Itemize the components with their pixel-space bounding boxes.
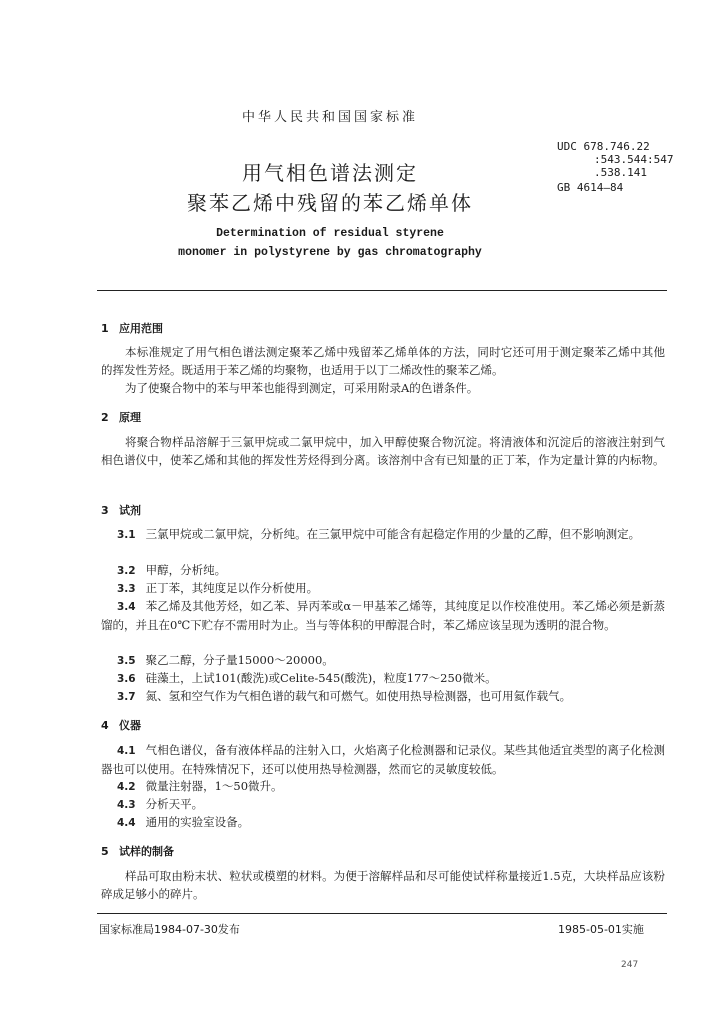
item-text: 气相色谱仪，备有液体样品的注射入口，火焰离子化检测器和记录仪。某些其他适宜类型的离子化检测器也可以使用。在特殊情况下，还可以使用热导检测器，然而它的灵敏度较低。 [101,743,665,776]
item-text: 分析天平。 [145,797,204,811]
item-number: 3.6 [117,673,136,685]
section-number: 3 [101,504,109,517]
document-title-line2: 聚苯乙烯中残留的苯乙烯单体 [187,191,473,215]
list-item-3-3 [101,579,665,598]
item-number: 4.1 [117,745,136,757]
english-title-line1: Determination of residual styrene [216,227,444,240]
item-text: 三氯甲烷或二氯甲烷，分析纯。在三氯甲烷中可能含有起稳定作用的少量的乙醇，但不影响测定。 [145,527,641,541]
section-heading-5 [101,843,174,859]
list-item-3-1 [101,525,665,544]
list-item-3-5 [101,651,665,670]
item-text: 氮、氢和空气作为气相色谱的载气和可燃气。如使用热导检测器，也可用氦作载气。 [145,689,572,703]
paragraph-1-1: 本标准规定了用气相色谱法测定聚苯乙烯中残留苯乙烯单体的方法，同时它还可用于测定聚苯乙烯中其他的挥发性芳烃。既适用于苯乙烯的均聚物，也适用于以丁二烯改性的聚苯乙烯。 [101,345,665,377]
document-title-line1: 用气相色谱法测定 [242,161,418,185]
section-number: 1 [101,322,109,335]
item-number: 4.3 [117,799,136,811]
item-number: 4.2 [117,781,136,793]
gb-number: GB 4614—84 [557,181,624,194]
item-number: 3.4 [117,601,136,613]
list-item-4-2 [101,777,665,796]
paragraph-5-1: 样品可取由粉末状、粒状或模塑的材料。为便于溶解样品和尽可能使试样称量接近1.5克，大块样品应该粉碎成足够小的碎片。 [101,869,665,901]
item-number: 3.7 [117,691,136,703]
udc-label: UDC [557,140,577,153]
paragraph-1-2: 为了使聚合物中的苯与甲苯也能得到测定，可采用附录A的色谱条件。 [125,381,479,395]
item-number: 3.5 [117,655,136,667]
paragraph-2-1: 将聚合物样品溶解于三氯甲烷或二氯甲烷中，加入甲醇使聚合物沉淀。将清液体和沉淀后的溶液注射到气相色谱仪中，使苯乙烯和其他的挥发性芳烃得到分离。该溶剂中含有已知量的正丁苯，作为定量计算的内标物。 [101,435,665,467]
list-item-3-6 [101,669,665,688]
section-heading-1 [101,320,163,336]
section-heading-4 [101,717,141,733]
issue-date: 国家标准局1984-07-30发布 [99,923,240,936]
header-divider [97,290,667,291]
udc-code-2: :543.544:547 [594,153,674,166]
section-heading-2 [101,409,141,425]
list-item-4-3 [101,795,665,814]
item-number: 3.2 [117,565,136,577]
item-number: 4.4 [117,817,136,829]
list-item-3-4 [101,597,665,634]
issuing-authority: 中华人民共和国国家标准 [241,110,418,125]
section-number: 5 [101,845,109,858]
section-number: 4 [101,719,109,732]
section-title: 应用范围 [119,322,163,335]
footer-divider [97,913,667,914]
list-item-3-7 [101,687,665,706]
section-number: 2 [101,411,109,424]
section-title: 试样的制备 [119,845,174,858]
list-item-4-1 [101,741,665,778]
item-text: 聚乙二醇，分子量15000～20000。 [145,653,334,667]
item-number: 3.3 [117,583,136,595]
item-text: 微量注射器，1～50微升。 [145,779,283,793]
section-title: 试剂 [119,504,141,517]
udc-code-1: 678.746.22 [583,140,650,153]
list-item-4-4 [101,813,665,832]
item-text: 苯乙烯及其他芳烃，如乙苯、异丙苯或α－甲基苯乙烯等，其纯度足以作校准使用。苯乙烯必须是新蒸馏的，并且在0℃下贮存不需用时为止。当与等体积的甲醇混合时，苯乙烯应该呈现为透明的混合物。 [101,599,665,632]
english-title-line2: monomer in polystyrene by gas chromatography [178,246,482,259]
item-text: 正丁苯，其纯度足以作分析使用。 [145,581,319,595]
section-title: 原理 [119,411,141,424]
section-title: 仪器 [119,719,141,732]
section-heading-3 [101,502,141,518]
udc-code-3: .538.141 [594,166,647,179]
item-text: 通用的实验室设备。 [145,815,250,829]
item-text: 硅藻土，上试101(酸洗)或Celite-545(酸洗)，粒度177～250微米。 [145,671,497,685]
effective-date: 1985-05-01实施 [558,923,644,936]
item-number: 3.1 [117,529,136,541]
item-text: 甲醇，分析纯。 [145,563,227,577]
list-item-3-2 [101,561,665,580]
page-number: 247 [621,960,639,970]
